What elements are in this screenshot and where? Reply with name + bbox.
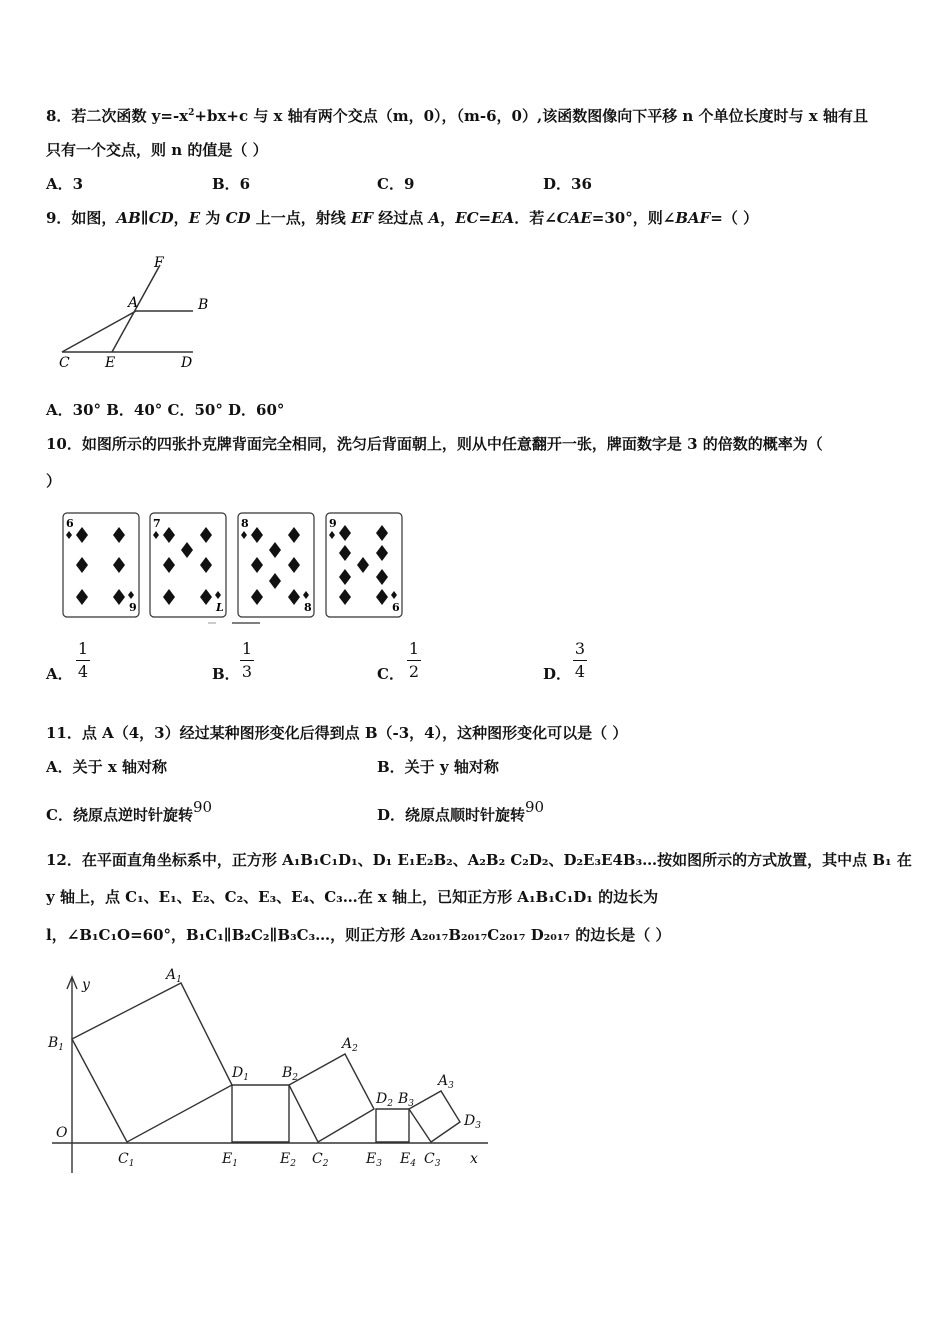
q10-option-a-fraction: 1 4 xyxy=(77,639,89,681)
q12-label-c2: $C_2$ xyxy=(312,1151,329,1169)
card-six-rank: 6 xyxy=(66,517,74,530)
q8-option-c: C．9 xyxy=(377,175,415,193)
q10-option-b-fraction: 1 3 xyxy=(241,639,253,681)
card-six xyxy=(63,513,139,617)
q10-option-c-label: C． xyxy=(377,665,404,683)
q9-label-b: B xyxy=(198,297,209,313)
q9-label-d: D xyxy=(181,355,193,371)
q12-square-2 xyxy=(232,1085,289,1142)
q9-label-c: C xyxy=(59,355,70,371)
q10-line2: ） xyxy=(46,472,62,490)
q12-label-c1: $C_1$ xyxy=(118,1151,135,1169)
q12-square-1 xyxy=(72,983,232,1142)
q11-option-c: C．绕原点逆时针旋转90 xyxy=(46,798,213,824)
q12-line1: 12．在平面直角坐标系中，正方形 A₁B₁C₁D₁、D₁ E₁E₂B₂、A₂B₂ C₂D₂、D₂E₃E4B₃…按如图所示的方式放置，其中点 B₁ 在 xyxy=(46,851,912,869)
q10-option-a-label: A． xyxy=(46,665,73,683)
q11-option-a: A．关于 x 轴对称 xyxy=(46,758,168,776)
q12-label-e2: $E_2$ xyxy=(280,1151,296,1169)
q12-label-e1: $E_1$ xyxy=(222,1151,238,1169)
q12-label-a1: $A_1$ xyxy=(166,967,182,985)
q10-option-d-label: D． xyxy=(543,665,572,683)
q12-line2: y 轴上，点 C₁、E₁、E₂、C₂、E₃、E₄、C₃…在 x 轴上，已知正方形 A₁B₁C₁D₁ 的边长为 xyxy=(46,888,659,906)
q12-label-a3: $A_3$ xyxy=(438,1073,454,1091)
q11-stem: 11．点 A（4，3）经过某种图形变化后得到点 B（-3，4），这种图形变化可以是（ ） xyxy=(46,724,628,742)
q12-label-y: y xyxy=(82,977,90,993)
q11-option-d: D．绕原点顺时针旋转90 xyxy=(377,798,545,824)
card-nine-rank: 9 xyxy=(329,517,337,530)
card-seven-rank: 7 xyxy=(153,517,161,530)
q9-line-ca xyxy=(62,311,136,352)
q10-cards-figure xyxy=(60,510,410,630)
q9-options: A．30° B．40° C．50° D．60° xyxy=(46,401,285,419)
q12-square-4 xyxy=(376,1109,409,1142)
card-eight-rank-flip: 8 xyxy=(304,601,312,614)
q12-label-b2: $B_2$ xyxy=(282,1065,299,1083)
q12-square-3 xyxy=(289,1054,374,1142)
q8-line2: 只有一个交点，则 n 的值是（ ） xyxy=(46,141,268,159)
q12-label-x: x xyxy=(470,1151,478,1167)
q11-option-b: B．关于 y 轴对称 xyxy=(377,758,499,776)
q12-label-e4: $E_4$ xyxy=(400,1151,416,1169)
q12-label-d1: $D_1$ xyxy=(232,1065,249,1083)
card-nine xyxy=(326,513,402,617)
q9-label-a: A xyxy=(128,295,139,311)
card-nine-rank-flip: 6 xyxy=(392,601,400,614)
q12-label-b3: $B_3$ xyxy=(398,1091,415,1109)
q8-option-b: B．6 xyxy=(212,175,251,193)
q12-label-d3: $D_3$ xyxy=(464,1113,481,1131)
q12-label-o: O xyxy=(56,1125,68,1141)
card-seven xyxy=(150,513,226,617)
q9-label-e: E xyxy=(105,355,116,371)
q10-option-c-fraction: 1 2 xyxy=(408,639,420,681)
q12-label-e3: $E_3$ xyxy=(366,1151,382,1169)
q12-line3: l，∠B₁C₁O=60°，B₁C₁∥B₂C₂∥B₃C₃…，则正方形 A₂₀₁₇B₂₀₁₇C₂₀₁₇ D₂₀₁₇ 的边长是（ ） xyxy=(46,926,671,944)
q12-square-5 xyxy=(409,1091,460,1142)
q9-figure xyxy=(50,250,220,375)
q12-label-b1: $B_1$ xyxy=(48,1035,65,1053)
card-seven-rank-flip: L xyxy=(216,601,224,614)
q10-option-d-fraction: 3 4 xyxy=(574,639,586,681)
card-six-rank-flip: 9 xyxy=(129,601,137,614)
q12-figure xyxy=(40,965,500,1180)
q8-line1: 8．若二次函数 $y=-x^2+bx+c$ 与 x 轴有两个交点（m，0），（m-6，0）,该函数图像向下平移 n 个单位长度时与 x 轴有且 xyxy=(46,107,868,125)
q8-option-a: A．3 xyxy=(46,175,84,193)
q9-label-f: F xyxy=(154,255,164,271)
q9-stem: 9．如图，AB∥CD，E 为 CD 上一点，射线 EF 经过点 A，EC=EA．若∠CAE=30°，则∠BAF=（ ） xyxy=(46,209,759,227)
q12-label-c3: $C_3$ xyxy=(424,1151,441,1169)
q10-option-b-label: B． xyxy=(212,665,240,683)
q12-label-a2: $A_2$ xyxy=(342,1036,358,1054)
card-eight xyxy=(238,513,314,617)
q12-label-d2: $D_2$ xyxy=(376,1091,393,1109)
q8-option-d: D．36 xyxy=(543,175,592,193)
card-eight-rank: 8 xyxy=(241,517,249,530)
q10-line1: 10．如图所示的四张扑克牌背面完全相同，洗匀后背面朝上，则从中任意翻开一张，牌面数字是 3 的倍数的概率为（ xyxy=(46,435,823,453)
